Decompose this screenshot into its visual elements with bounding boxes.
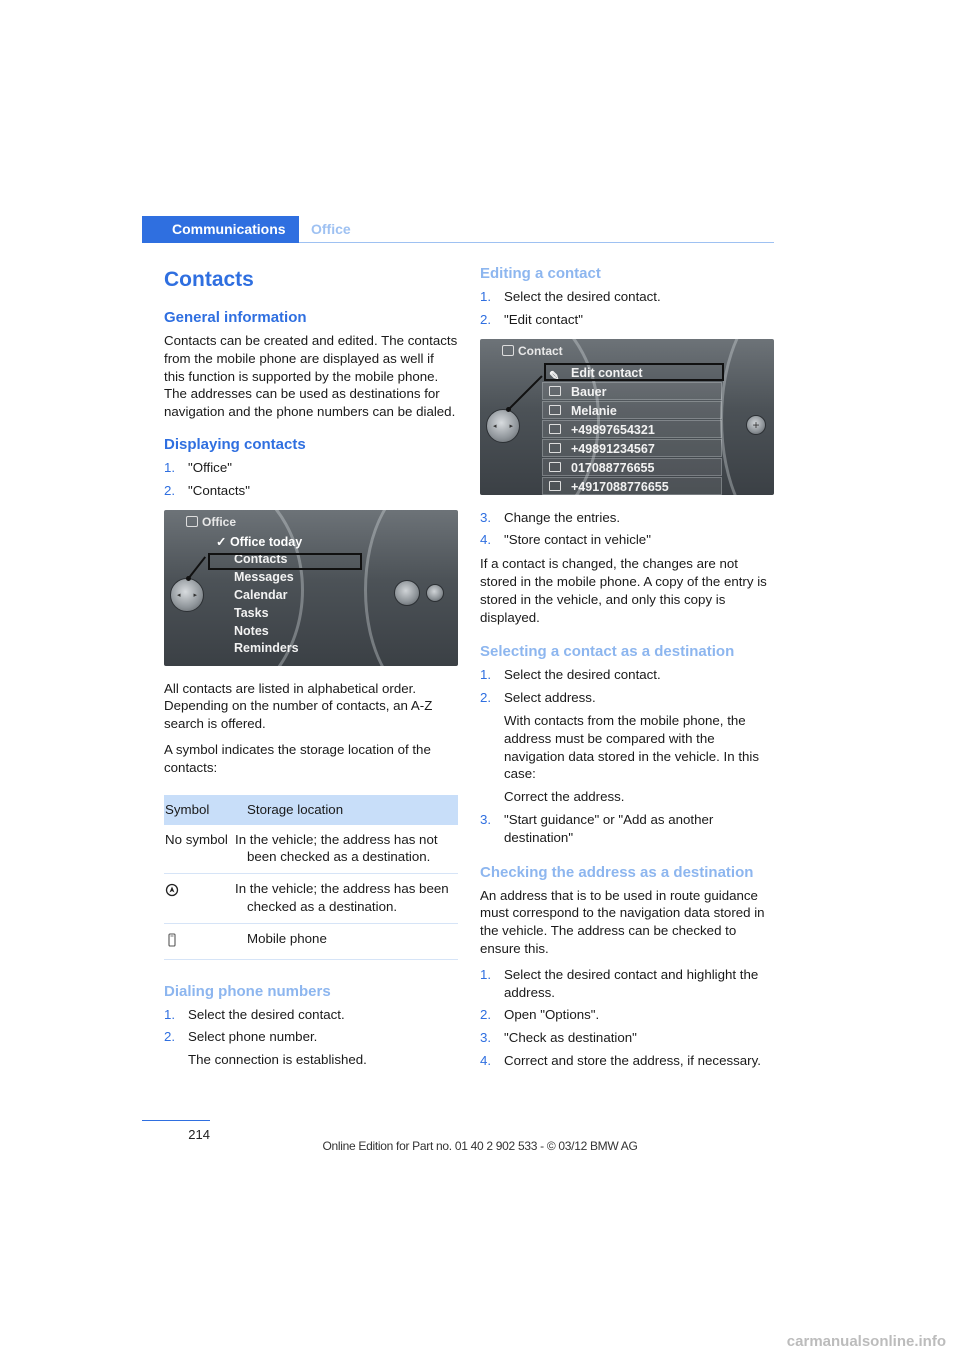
screen-title: Contact — [500, 343, 774, 359]
general-body: Contacts can be created and edited. The contacts from the mobile phone are displayed as well if this function is supported by the mobile phone. The addresses can be used as destinations for navigation and the phone numbers can be dialed. — [164, 333, 458, 420]
subsection-label: Office — [311, 221, 351, 237]
knob-icon — [394, 580, 420, 606]
page-number-rule — [142, 1120, 210, 1121]
list-item: 1. Select the desired contact. — [164, 1006, 345, 1022]
table-cell: No symbol — [164, 825, 246, 874]
editing-steps-2 — [480, 509, 774, 550]
list-item: 2. "Edit contact" — [480, 311, 583, 327]
right-column — [480, 264, 774, 1080]
checking-steps — [480, 966, 774, 1070]
highlight-box — [208, 553, 362, 570]
section-tab: Communications — [142, 216, 299, 243]
list-item: 1. Select the desired contact and highlight the address. — [480, 966, 759, 1000]
list-item: 3. Change the entries. — [480, 509, 621, 525]
table-row — [164, 923, 458, 959]
callout-dot — [186, 576, 191, 581]
watermark: carmanualsonline.info — [786, 1333, 946, 1350]
list-item: 2. "Contacts" — [164, 482, 250, 498]
screen-title: Office — [184, 514, 458, 530]
menu-item: Calendar — [234, 587, 288, 602]
menu-item: ✓ Office today — [216, 534, 303, 549]
list-item: 2. Open "Options". — [480, 1007, 600, 1023]
list-item: 3. "Check as destination" — [480, 1030, 637, 1046]
plus-knob-icon: + — [746, 415, 766, 435]
list-item: 2. Select address. With contacts from the mobile phone, the address must be compared with the navigation data stored in the vehicle. In this case: Correct the address. — [480, 690, 760, 805]
header-rule — [299, 242, 774, 243]
phone-icon — [549, 424, 561, 434]
table-header: Symbol — [164, 795, 246, 825]
contact-screenshot — [480, 339, 774, 495]
checking-para: An address that is to be used in route guidance must correspond to the navigation data stored in the vehicle. The address can be checked to ensure this. — [480, 887, 765, 956]
list-item: 2. Select phone number. The connection is established. — [164, 1029, 367, 1068]
menu-item: +49891234567 — [542, 439, 722, 457]
list-item: 1. Select the desired contact. — [480, 289, 661, 304]
callout-dot — [506, 407, 511, 412]
table-header: Storage location — [246, 795, 458, 825]
person-icon — [549, 405, 561, 415]
person-icon — [549, 386, 561, 396]
menu-item: Contacts — [234, 552, 288, 567]
office-menu-screenshot — [164, 510, 458, 666]
list-item: 1. Select the desired contact. — [480, 667, 661, 683]
editing-heading: Editing a contact — [480, 265, 601, 282]
check-icon: ✓ — [216, 534, 230, 549]
table-row — [164, 874, 458, 924]
menu-item: Bauer — [542, 382, 722, 400]
navigation-check-icon — [165, 883, 179, 897]
table-cell: In the vehicle; the address has not been checked as a destination. — [246, 825, 458, 874]
controller-knob-icon: ◂ ▸ — [486, 409, 520, 443]
knob-icon — [426, 584, 444, 602]
list-item: 3. "Start guidance" or "Add as another destination" — [480, 811, 714, 845]
menu-item: +49897654321 — [542, 420, 722, 438]
menu-item: 017088776655 — [542, 458, 722, 476]
edit-icon: ✎ — [549, 368, 560, 383]
mobile-phone-icon — [165, 933, 179, 947]
displaying-para2: A symbol indicates the storage location of the contacts: — [164, 741, 431, 775]
contact-icon — [502, 345, 514, 356]
table-row — [164, 825, 458, 874]
menu-item: Reminders — [234, 641, 299, 656]
dialing-heading: Dialing phone numbers — [164, 982, 331, 1000]
list-item: 1. "Office" — [164, 459, 232, 475]
displaying-heading: Displaying contacts — [164, 435, 306, 453]
page-title: Contacts — [164, 268, 254, 291]
page-number: 214 — [188, 1127, 210, 1142]
checking-heading: Checking the address as a destination — [480, 863, 754, 881]
menu-item: +4917088776655 — [542, 477, 722, 495]
phone-icon — [549, 481, 561, 491]
controller-knob-icon: ◂ ▸ — [170, 578, 204, 612]
editing-para: If a contact is changed, the changes are not stored in the mobile phone. A copy of the entry is stored in the vehicle, and only this copy is displayed. — [480, 556, 767, 625]
destination-heading: Selecting a contact as a destination — [480, 643, 735, 661]
menu-item: Notes — [234, 623, 269, 638]
menu-item: Tasks — [234, 605, 269, 620]
storage-table — [164, 795, 458, 960]
footer-text: Online Edition for Part no. 01 40 2 902 533 - © 03/12 BMW AG — [322, 1139, 638, 1153]
left-column — [164, 264, 458, 1079]
editing-steps — [480, 288, 774, 329]
menu-item: Messages — [234, 570, 294, 585]
phone-icon — [549, 443, 561, 453]
dialing-steps — [164, 1006, 458, 1069]
menu-item: Melanie — [542, 401, 722, 419]
displaying-steps — [164, 459, 458, 500]
table-cell — [164, 874, 246, 924]
table-cell: In the vehicle; the address has been checked as a destination. — [246, 874, 458, 924]
general-heading: General information — [164, 309, 307, 326]
contact-menu — [542, 363, 722, 495]
displaying-para1: All contacts are listed in alphabetical order. Depending on the number of contacts, an A-Z search is offered. — [164, 680, 433, 732]
list-item: 4. "Store contact in vehicle" — [480, 532, 651, 548]
highlight-box — [544, 363, 724, 381]
table-cell: Mobile phone — [246, 923, 458, 959]
destination-steps — [480, 666, 774, 846]
menu-item: ✎ Edit contact — [549, 365, 643, 383]
office-icon — [186, 516, 198, 527]
list-item: 4. Correct and store the address, if necessary. — [480, 1052, 761, 1068]
table-cell — [164, 923, 246, 959]
phone-icon — [549, 462, 561, 472]
